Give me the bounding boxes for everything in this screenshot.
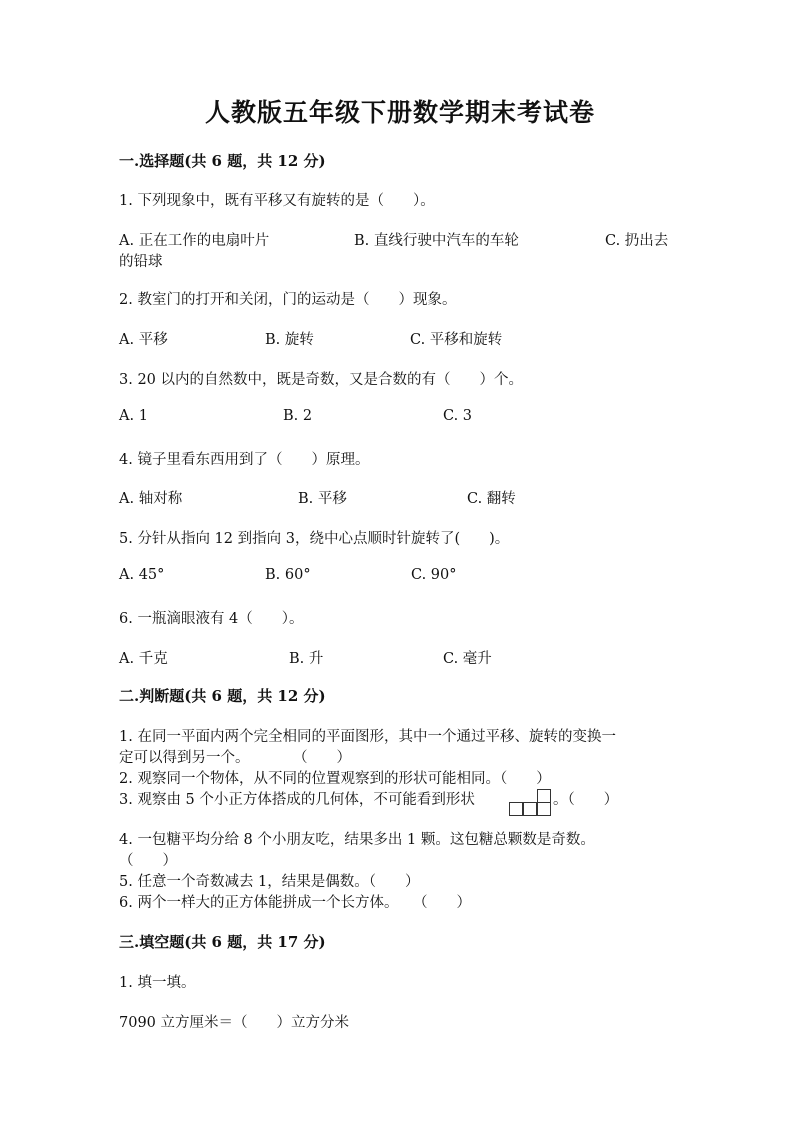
choice-4-option-c: C. 翻转 (467, 491, 516, 507)
choice-6-option-c: C. 毫升 (443, 651, 492, 667)
choice-3-option-b: B. 2 (283, 408, 313, 424)
choice-4-option-a: A. 轴对称 (119, 491, 183, 507)
judge-question-4-line-2: （ ） (119, 853, 177, 869)
judge-question-3: 3. 观察由 5 个小正方体搭成的几何体，不可能看到形状 (119, 792, 475, 808)
choice-5-option-c: C. 90° (411, 567, 457, 583)
shape-cell (537, 802, 551, 816)
choice-1-option-b: B. 直线行驶中汽车的车轮 (354, 233, 519, 249)
choice-question-4: 4. 镜子里看东西用到了（ ）原理。 (119, 452, 370, 468)
choice-1-option-c-wrap: 的铅球 (119, 254, 163, 270)
judge-question-6: 6. 两个一样大的正方体能拼成一个长方体。 （ ） (119, 895, 471, 911)
fill-question-1-sub: 7090 立方厘米＝（ ）立方分米 (119, 1015, 350, 1031)
choice-6-option-b: B. 升 (289, 651, 324, 667)
choice-6-option-a: A. 千克 (119, 651, 168, 667)
page-title: 人教版五年级下册数学期末考试卷 (204, 98, 595, 127)
choice-1-option-a: A. 正在工作的电扇叶片 (119, 233, 270, 249)
choice-2-option-b: B. 旋转 (265, 332, 314, 348)
shape-cell (537, 789, 551, 803)
fill-question-1: 1. 填一填。 (119, 975, 196, 991)
section-fill-header: 三.填空题(共 6 题，共 17 分) (119, 933, 326, 951)
section-judge-header: 二.判断题(共 6 题，共 12 分) (119, 687, 326, 705)
choice-5-option-a: A. 45° (119, 567, 165, 583)
choice-3-option-c: C. 3 (443, 408, 473, 424)
choice-1-option-c: C. 扔出去 (605, 233, 669, 249)
section-choice-header: 一.选择题(共 6 题，共 12 分) (119, 152, 326, 170)
judge-question-1-line-1: 1. 在同一平面内两个完全相同的平面图形，其中一个通过平移、旋转的变换一 (119, 729, 616, 745)
choice-question-2: 2. 教室门的打开和关闭，门的运动是（ ）现象。 (119, 292, 457, 308)
choice-question-5: 5. 分针从指向 12 到指向 3，绕中心点顺时针旋转了( )。 (119, 531, 510, 547)
judge-question-4-line-1: 4. 一包糖平均分给 8 个小朋友吃，结果多出 1 颗。这包糖总颗数是奇数。 (119, 832, 595, 848)
choice-3-option-a: A. 1 (119, 408, 148, 424)
choice-2-option-c: C. 平移和旋转 (410, 332, 503, 348)
shape-cell (509, 802, 523, 816)
judge-question-5: 5. 任意一个奇数减去 1，结果是偶数。（ ） (119, 874, 420, 890)
choice-question-6: 6. 一瓶滴眼液有 4（ ）。 (119, 611, 304, 627)
choice-question-3: 3. 20 以内的自然数中，既是奇数，又是合数的有（ ）个。 (119, 372, 524, 388)
choice-4-option-b: B. 平移 (298, 491, 347, 507)
choice-question-1: 1. 下列现象中，既有平移又有旋转的是（ ）。 (119, 193, 435, 209)
shape-cell (523, 802, 537, 816)
judge-question-3-tail: 。（ ） (553, 792, 619, 808)
choice-5-option-b: B. 60° (265, 567, 311, 583)
judge-question-1-line-2: 定可以得到另一个。 （ ） (119, 750, 351, 766)
judge-question-2: 2. 观察同一个物体，从不同的位置观察到的形状可能相同。（ ） (119, 771, 551, 787)
choice-2-option-a: A. 平移 (119, 332, 168, 348)
